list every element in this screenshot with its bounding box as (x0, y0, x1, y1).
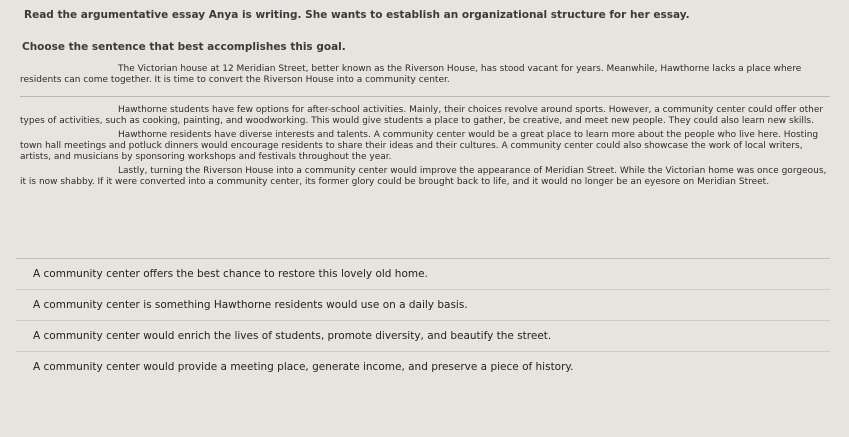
answer-option-3[interactable]: A community center would enrich the lives of students, promote diversity, and beautify the street. (16, 321, 830, 352)
question-instruction: Choose the sentence that best accomplishes this goal. (22, 41, 346, 53)
essay-paragraph-3: Lastly, turning the Riverson House into a community center would improve the appearance of Meridian Street. While the Victorian home was once gorgeous, it is now shabby. If it were converted into a community center, its former glory could be brought back to life, and it would no longer be an eyesore on Meridian Street. (20, 166, 827, 187)
essay-intro: The Victorian house at 12 Meridian Street, better known as the Riverson House, has stood vacant for years. Meanwhile, Hawthorne lacks a place where residents can come together. It is time to convert the Riverson House into a community center. (20, 64, 830, 97)
question-prompt: Read the argumentative essay Anya is writing. She wants to establish an organizational structure for her essay. (24, 9, 690, 21)
answer-option-2[interactable]: A community center is something Hawthorne residents would use on a daily basis. (16, 290, 830, 321)
answer-option-1[interactable]: A community center offers the best chance to restore this lovely old home. (16, 259, 830, 290)
essay-paragraph-1: Hawthorne students have few options for after-school activities. Mainly, their choices revolve around sports. However, a community center could offer other types of activities, such as cooking, painting, and woodworking. This would give students a place to gather, be creative, and meet new people. They could also learn new skills. (20, 105, 824, 126)
answer-option-4[interactable]: A community center would provide a meeting place, generate income, and preserve a piece of history. (33, 361, 574, 373)
essay-passage (20, 64, 830, 188)
answer-options (16, 258, 830, 382)
essay-paragraph-2: Hawthorne residents have diverse interests and talents. A community center would be a great place to learn more about the people who live here. Hosting town hall meetings and potluck dinners would encourage residents to share their ideas and their cultures. A community center could also showcase the work of local writers, artists, and musicians by sponsoring workshops and festivals throughout the year. (20, 130, 819, 162)
